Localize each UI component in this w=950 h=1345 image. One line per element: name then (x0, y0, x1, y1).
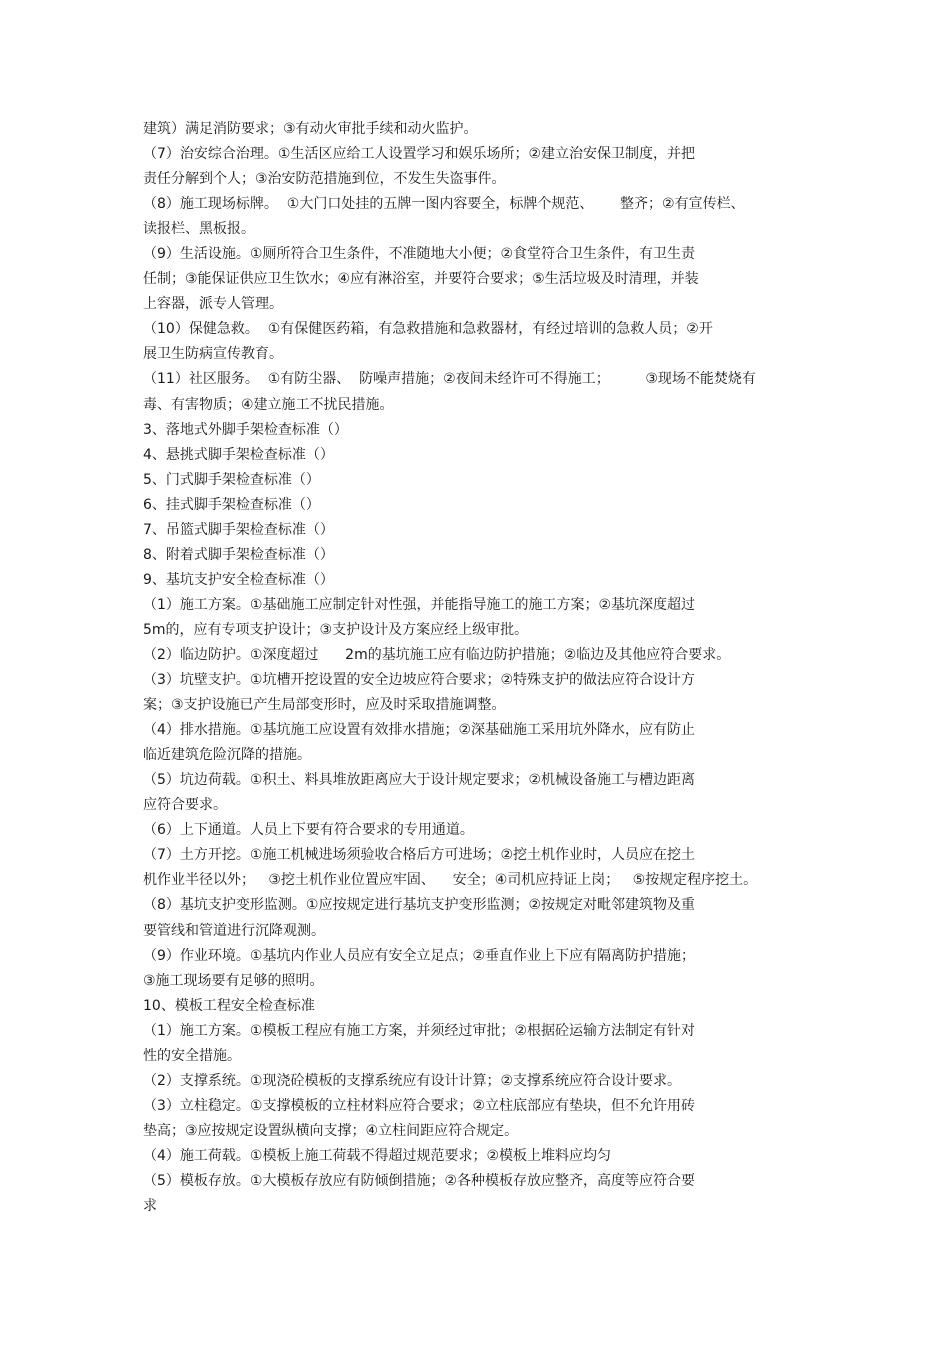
text-line: 9、基坑支护安全检查标准（） (143, 571, 334, 588)
text-line: （7）土方开挖。①施工机械进场须验收合格后方可进场；②挖土机作业时，人员应在挖土 (143, 847, 696, 864)
text-line: 10、模板工程安全检查标准 (143, 997, 315, 1014)
text-line: 5m的，应有专项支护设计；③支护设计及方案应经上级审批。 (143, 621, 529, 638)
text-line: （8）施工现场标牌。 ①大门口处挂的五牌一图内容要全，标牌个规范、 整齐；②有宣传栏、 (143, 196, 745, 213)
text-line: 8、附着式脚手架检查标准（） (143, 546, 334, 563)
text-line: 建筑）满足消防要求；③有动火审批手续和动火监护。 (143, 121, 478, 137)
text-line: （6）上下通道。人员上下要有符合要求的专用通道。 (143, 822, 474, 839)
text-line: 7、吊篮式脚手架检查标准（） (143, 521, 334, 538)
text-line: （1）施工方案。①模板工程应有施工方案，并须经过审批；②根据砼运输方法制定有针对 (143, 1022, 696, 1039)
text-line: （4）施工荷载。①模板上施工荷载不得超过规范要求；②模板上堆料应均匀 (143, 1147, 612, 1164)
text-line: 应符合要求。 (143, 797, 227, 814)
text-line: （2）临边防护。①深度超过 2m的基坑施工应有临边防护措施；②临边及其他应符合要求。 (143, 646, 731, 663)
text-line: （1）施工方案。①基础施工应制定针对性强，并能指导施工的施工方案；②基坑深度超过 (143, 596, 696, 613)
text-line: （11）社区服务。 ①有防尘器、 防噪声措施；②夜间未经许可不得施工； ③现场不能焚烧有 (143, 371, 756, 388)
text-line: （5）模板存放。①大模板存放应有防倾倒措施；②各种模板存放应整齐，高度等应符合要 (143, 1172, 696, 1189)
text-line: 毒、有害物质；④建立施工不扰民措施。 (143, 396, 394, 413)
text-line: 展卫生防病宣传教育。 (143, 346, 283, 363)
text-line: 3、落地式外脚手架检查标准（） (143, 421, 348, 438)
text-line: （5）坑边荷载。①积土、料具堆放距离应大于设计规定要求；②机械设备施工与槽边距离 (143, 772, 696, 789)
text-line: （4）排水措施。①基坑施工应设置有效排水措施；②深基础施工采用坑外降水，应有防止 (143, 722, 696, 739)
text-line: （8）基坑支护变形监测。①应按规定进行基坑支护变形监测；②按规定对毗邻建筑物及重 (143, 897, 696, 914)
text-line: （9）作业环境。①基坑内作业人员应有安全立足点；②垂直作业上下应有隔离防护措施； (143, 947, 696, 964)
text-line: ③施工现场要有足够的照明。 (143, 972, 324, 989)
text-line: 要管线和管道进行沉降观测。 (143, 922, 325, 939)
text-line: 责任分解到个人；③治安防范措施到位，不发生失盗事件。 (143, 171, 506, 188)
text-line: 6、挂式脚手架检查标准（） (143, 496, 320, 513)
text-line: 任制；③能保证供应卫生饮水；④应有淋浴室，并要符合要求；⑤生活垃圾及时清理，并装 (143, 271, 699, 288)
text-line: （2）支撑系统。①现浇砼模板的支撑系统应有设计计算；②支撑系统应符合设计要求。 (143, 1072, 682, 1089)
text-line: 案；③支护设施已产生局部变形时，应及时采取措施调整。 (143, 697, 506, 714)
text-line: （3）坑壁支护。①坑槽开挖设置的安全边坡应符合要求；②特殊支护的做法应符合设计方 (143, 672, 696, 689)
text-line: 临近建筑危险沉降的措施。 (143, 747, 311, 764)
document-body (143, 117, 808, 1219)
text-line: （9）生活设施。①厕所符合卫生条件，不准随地大小便；②食堂符合卫生条件，有卫生责 (143, 246, 696, 263)
text-line: 读报栏、黑板报。 (143, 221, 255, 238)
text-line: 4、悬挑式脚手架检查标准（） (143, 446, 334, 463)
text-line: 性的安全措施。 (143, 1047, 241, 1064)
text-line: 机作业半径以外； ③挖土机作业位置应牢固、 安全；④司机应持证上岗； ⑤按规定程序挖土。 (143, 872, 758, 889)
text-line: 垫高；③应按规定设置纵横向支撑；④立柱间距应符合规定。 (143, 1122, 519, 1139)
text-line: 求 (143, 1198, 157, 1215)
text-line: （10）保健急救。 ①有保健医药箱，有急救措施和急救器材，有经过培训的急救人员；②开 (143, 321, 713, 338)
text-line: 上容器，派专人管理。 (143, 296, 283, 313)
text-line: （3）立柱稳定。①支撑模板的立柱材料应符合要求；②立柱底部应有垫块，但不允许用砖 (143, 1097, 696, 1114)
text-line: 5、门式脚手架检查标准（） (143, 471, 320, 488)
text-line: （7）治安综合治理。①生活区应给工人设置学习和娱乐场所；②建立治安保卫制度，并把 (143, 146, 696, 163)
